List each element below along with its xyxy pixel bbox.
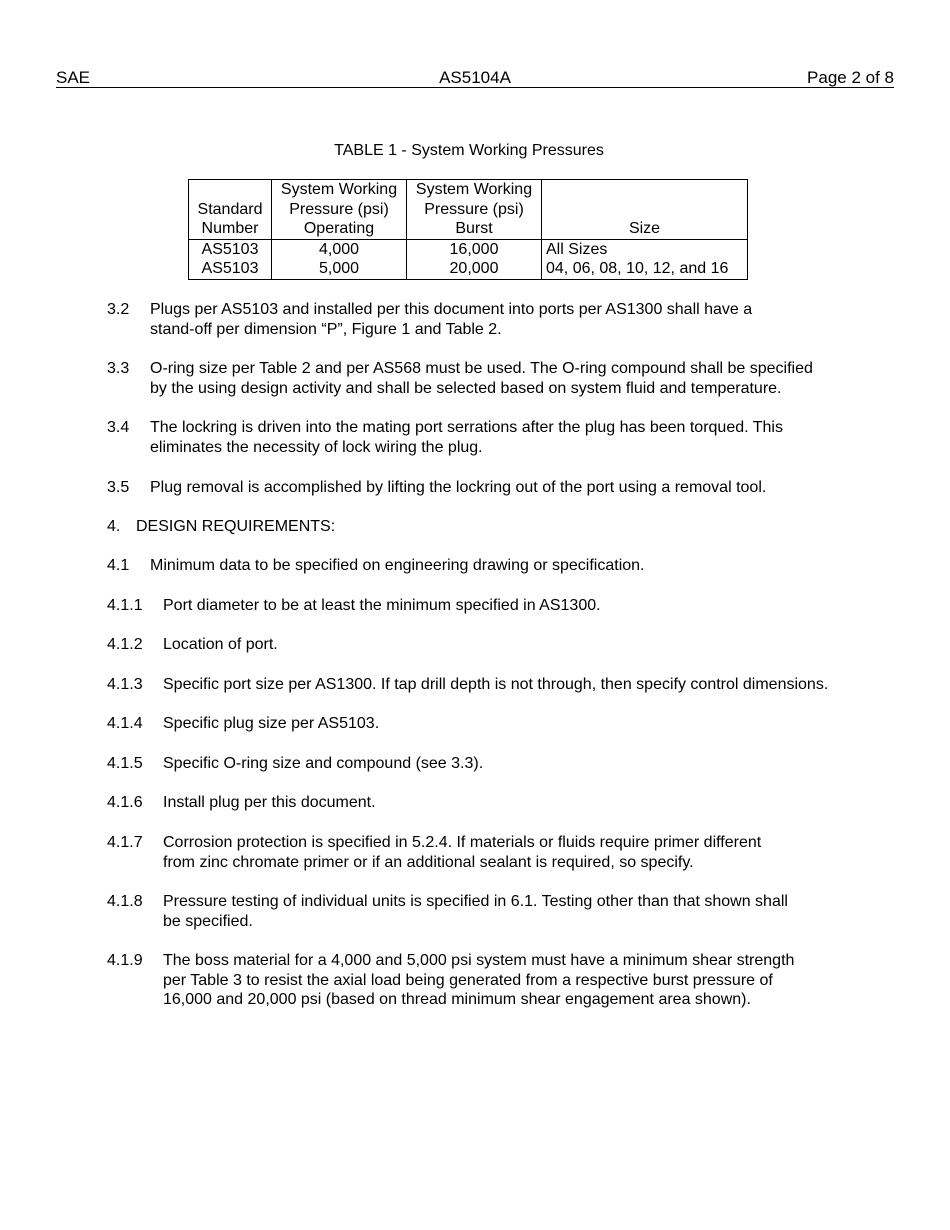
table-row xyxy=(189,239,748,259)
column-header-line: Pressure (psi) xyxy=(289,200,389,218)
paragraph-line: from zinc chromate primer or if an additional sealant is required, so specify. xyxy=(163,853,694,871)
column-header-size xyxy=(542,180,748,240)
column-header-standard-number xyxy=(189,180,272,240)
paragraph-number: 4.1.3 xyxy=(107,676,143,693)
header-doc-number: AS5104A xyxy=(439,68,511,87)
paragraph-number: 4.1.5 xyxy=(107,755,143,772)
paragraph-number: 4.1.7 xyxy=(107,834,143,851)
table-cell: 16,000 xyxy=(407,239,542,259)
column-header-line: Number xyxy=(201,220,259,237)
column-header-line: Pressure (psi) xyxy=(424,200,524,218)
paragraph-line: by the using design activity and shall be selected based on system fluid and temperature. xyxy=(150,379,782,397)
paragraph-line: Port diameter to be at least the minimum specified in AS1300. xyxy=(163,597,601,614)
paragraph-line: Specific port size per AS1300. If tap drill depth is not through, then specify control dimensions. xyxy=(163,676,829,693)
column-header-line xyxy=(546,180,743,200)
table-cell: AS5103 xyxy=(189,259,272,279)
paragraph-line: O-ring size per Table 2 and per AS568 must be used. The O-ring compound shall be specified xyxy=(150,360,813,377)
paragraph-line: Specific O-ring size and compound (see 3.3). xyxy=(163,755,484,772)
paragraph-number: 4.1.4 xyxy=(107,715,143,732)
table-header-row xyxy=(189,180,748,240)
column-header-line: Size xyxy=(628,220,661,237)
paragraph-line: Install plug per this document. xyxy=(163,794,376,811)
paragraph-line: Plug removal is accomplished by lifting the lockring out of the port using a removal tool. xyxy=(150,479,767,496)
table-cell: AS5103 xyxy=(189,239,272,259)
paragraph-line: Minimum data to be specified on engineering drawing or specification. xyxy=(150,557,645,574)
table-cell: 4,000 xyxy=(272,239,407,259)
paragraph-number: 3.3 xyxy=(107,360,130,377)
paragraph-line: The boss material for a 4,000 and 5,000 psi system must have a minimum shear strength xyxy=(163,952,795,969)
paragraph-line: Plugs per AS5103 and installed per this document into ports per AS1300 shall have a xyxy=(150,301,753,318)
column-header-line xyxy=(193,180,267,200)
paragraph-line: eliminates the necessity of lock wiring the plug. xyxy=(150,438,483,456)
column-header-line: Burst xyxy=(455,220,493,237)
column-header-burst xyxy=(407,180,542,240)
paragraph-number: 4.1 xyxy=(107,557,130,574)
paragraph-number: 4.1.9 xyxy=(107,952,143,969)
column-header-operating xyxy=(272,180,407,240)
column-header-line: Standard xyxy=(197,200,263,218)
table-cell: All Sizes xyxy=(542,239,748,259)
section-heading: DESIGN REQUIREMENTS: xyxy=(136,518,336,535)
paragraph-line: 16,000 and 20,000 psi (based on thread minimum shear engagement area shown). xyxy=(163,991,751,1008)
system-working-pressures-table xyxy=(188,179,748,280)
paragraph-number: 4.1.6 xyxy=(107,794,143,811)
table-row xyxy=(189,259,748,279)
paragraph-line: Corrosion protection is specified in 5.2.4. If materials or fluids require primer different xyxy=(163,834,762,851)
paragraph-line: Specific plug size per AS5103. xyxy=(163,715,380,732)
paragraph-line: be specified. xyxy=(163,912,253,930)
paragraph-line: The lockring is driven into the mating port serrations after the plug has been torqued. This xyxy=(150,419,783,436)
table-cell: 20,000 xyxy=(407,259,542,279)
paragraph-number: 4.1.8 xyxy=(107,893,143,910)
paragraph-line: Pressure testing of individual units is specified in 6.1. Testing other than that shown shall xyxy=(163,893,788,910)
paragraph-number: 4.1.2 xyxy=(107,636,143,653)
page-header xyxy=(56,68,894,88)
header-page-number: Page 2 of 8 xyxy=(807,68,894,87)
paragraph-number: 3.5 xyxy=(107,479,130,496)
paragraph-line: per Table 3 to resist the axial load being generated from a respective burst pressure of xyxy=(163,971,773,989)
table-cell: 5,000 xyxy=(272,259,407,279)
paragraph-line: Location of port. xyxy=(163,636,278,653)
table-title: TABLE 1 - System Working Pressures xyxy=(334,142,604,159)
column-header-line: System Working xyxy=(280,181,398,198)
column-header-line xyxy=(546,200,743,220)
table-cell: 04, 06, 08, 10, 12, and 16 xyxy=(542,259,748,279)
paragraph-number: 4.1.1 xyxy=(107,597,143,614)
column-header-line: System Working xyxy=(415,181,533,198)
column-header-line: Operating xyxy=(303,220,375,237)
paragraph-number: 3.4 xyxy=(107,419,130,436)
paragraph-number: 4. xyxy=(107,518,121,535)
paragraph-number: 3.2 xyxy=(107,301,130,318)
header-org: SAE xyxy=(56,68,91,87)
paragraph-line: stand-off per dimension “P”, Figure 1 and Table 2. xyxy=(150,320,502,338)
